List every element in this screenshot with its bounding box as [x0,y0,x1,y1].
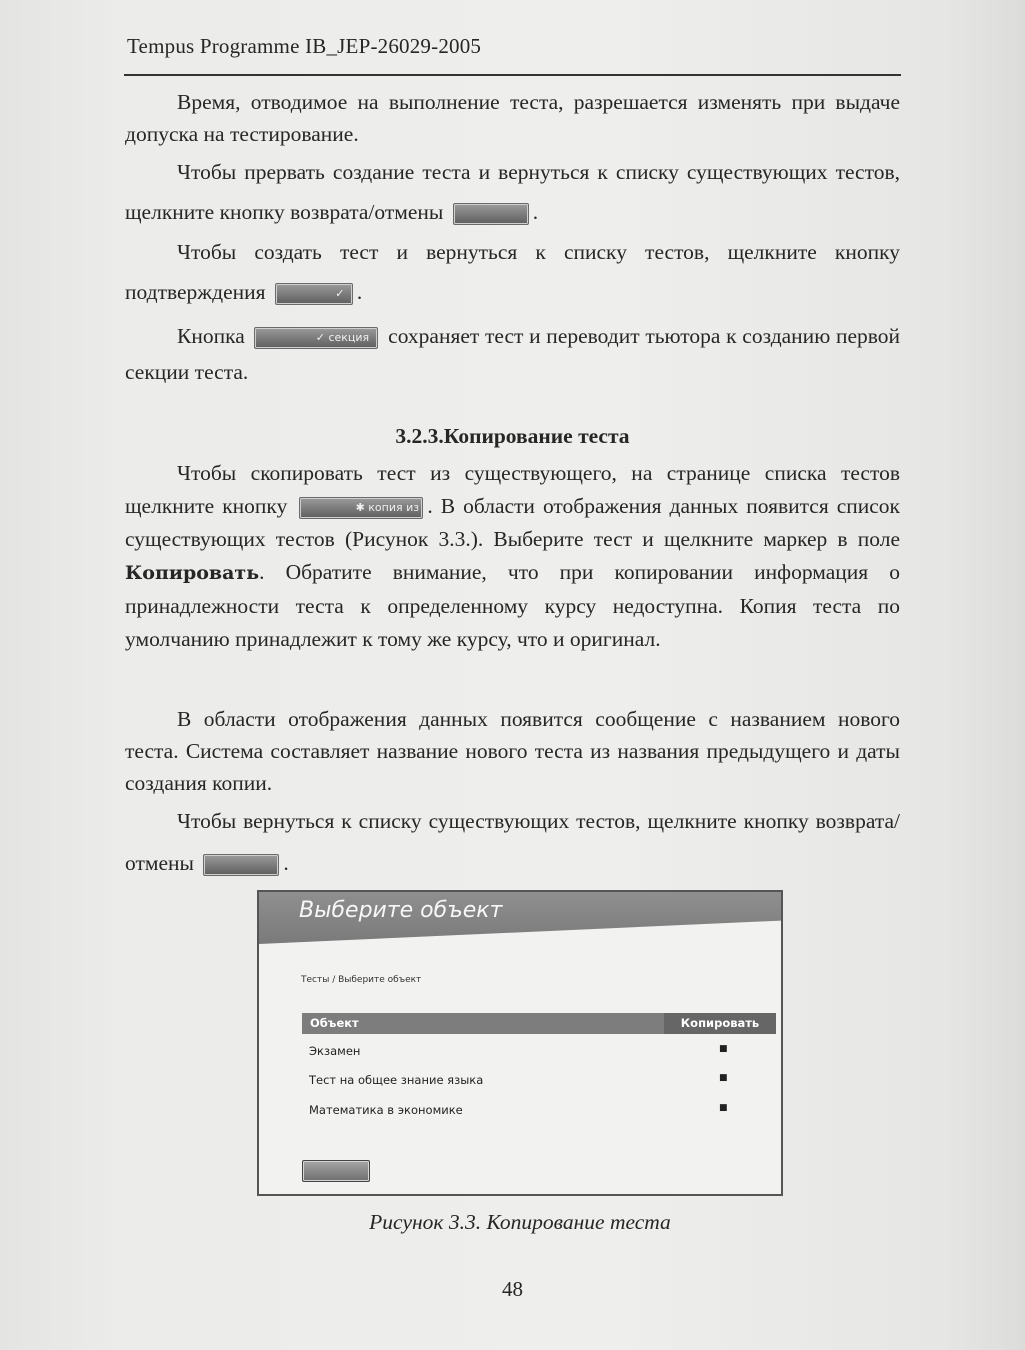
paragraph-text: . [283,851,289,875]
section-button-image: ✓ секция [254,327,378,349]
paragraph-time-limit: Время, отводимое на выполнение теста, разрешается изменять при выдаче допуска на тестирование. [125,90,900,146]
figure-screenshot [257,890,783,1196]
paragraph-cancel-creation [125,152,900,232]
copy-from-button-image: ✱ копия из [299,497,423,519]
running-header: Tempus Programme IB_JEP-26029-2005 [127,34,482,58]
paragraph-text: . [532,200,539,224]
paragraph-text: Чтобы прервать создание теста и вернуться к списку существующих тестов, щелкните кнопку возврата/отмены [125,160,900,224]
section-heading: 3.2.3.Копирование теста [395,424,630,448]
paragraph-text: Кнопка [177,324,245,348]
copy-field-name: Копировать [125,562,260,584]
copy-marker[interactable]: ■ [719,1073,728,1083]
paragraph-text: Чтобы скопировать тест из существующего, на странице списка тестов щелкните кнопку [125,461,900,518]
cancel-button-image [203,854,279,876]
copy-marker[interactable]: ■ [719,1044,728,1054]
column-header-object: Объект [310,1016,359,1030]
paragraph-copy-test [125,457,900,656]
confirm-button-image: ✓ [275,283,353,305]
paragraph-text: . [356,280,363,304]
paragraph-text: Чтобы вернуться к списку существующих тестов, щелкните кнопку возврата/отмены [125,809,900,875]
paragraph-text: Чтобы создать тест и вернуться к списку тестов, щелкните кнопку подтверждения [125,240,900,304]
figure-window-title: Выберите объект [299,898,503,923]
row-name: Математика в экономике [309,1103,463,1117]
cancel-button-image [453,203,529,225]
breadcrumb: Тесты / Выберите объект [301,975,422,985]
paragraph-section-button [125,318,900,390]
row-name: Экзамен [309,1044,361,1058]
page-number: 48 [502,1277,523,1301]
paragraph-confirm-creation [125,232,900,312]
copy-marker[interactable]: ■ [719,1103,728,1113]
column-header-copy: Копировать [664,1013,776,1034]
table-header [302,1013,776,1034]
header-rule [124,74,901,76]
figure-caption: Рисунок 3.3. Копирование теста [369,1210,671,1234]
row-name: Тест на общее знание языка [309,1073,484,1087]
paragraph-text: сохраняет тест и переводит тьютора к созданию первой секции теста. [125,324,901,384]
paragraph-return-list [125,800,900,884]
paragraph-text: . Обратите внимание, что при копировании информация о принадлежности теста к определенному курсу недоступна. Копия теста по умолчанию принадлежит к тому же курсу, что и оригинал. [125,560,900,651]
paragraph-new-test-name: В области отображения данных появится сообщение с названием нового теста. Система составляет название нового теста из названия предыдущего и даты создания копии. [125,707,900,795]
paragraph-text: . В области отображения данных появится список существующих тестов (Рисунок 3.3.). Выберите тест и щелкните маркер в поле [125,494,901,551]
back-button[interactable] [302,1160,370,1182]
